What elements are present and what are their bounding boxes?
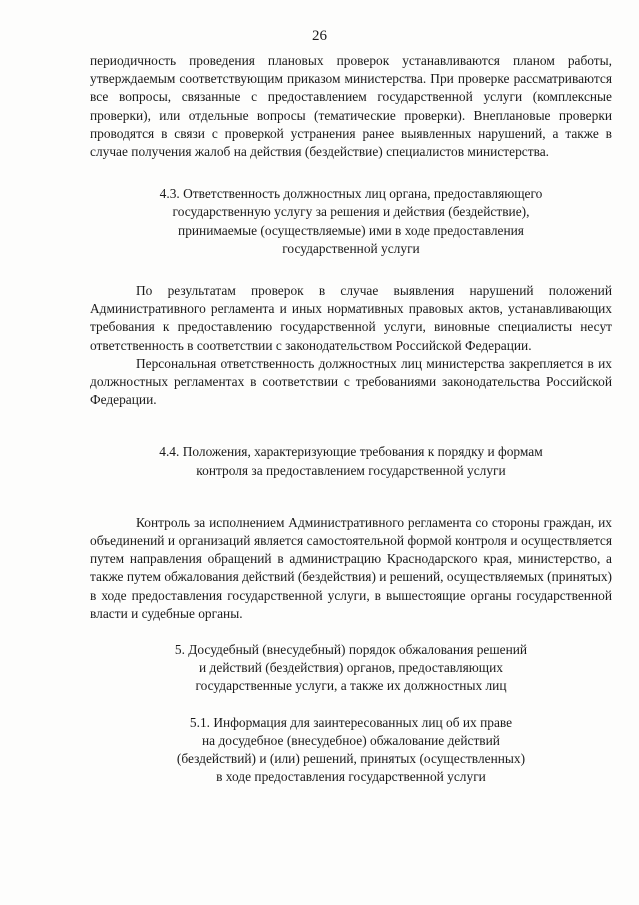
heading-line: принимаемые (осуществляемые) ими в ходе предоставления	[178, 222, 524, 238]
paragraph-inspection-frequency: периодичность проведения плановых проверок устанавливаются планом работы, утверждаемым соответствующим приказом министерства. При проверке рассматриваются все вопросы, связанные с предоставлением государственной услуги (комплексные проверки), или отдельные вопросы (тематические проверки). Внеплановые проверки проводятся в связи с проверкой устранения ранее выявленных нарушений, а также в случае получения жалоб на действия (бездействие) специалистов министерства.	[90, 53, 612, 160]
heading-line: 5. Досудебный (внесудебный) порядок обжалования решений	[174, 642, 528, 658]
heading-line: в ходе предоставления государственной услуги	[216, 769, 486, 785]
heading-section-4-3	[131, 185, 571, 258]
heading-line: 5.1. Информация для заинтересованных лиц об их праве	[189, 714, 513, 730]
heading-section-5	[136, 641, 566, 696]
heading-section-4-4	[121, 443, 581, 479]
page-content	[90, 52, 612, 787]
heading-line: государственной услуги	[282, 240, 420, 256]
paragraph-citizen-control: Контроль за исполнением Административного регламента со стороны граждан, их объединений и организаций является самостоятельной формой контроля и осуществляется путем направления обращений в администрацию Краснодарского края, министерство, а также путем обжалования действий (бездействия) и решений, осуществляемых (принятых) в ходе предоставления государственной услуги, в вышестоящие органы государственной власти и судебные органы.	[90, 514, 612, 621]
page-number: 26	[312, 28, 327, 44]
heading-line: 4.3. Ответственность должностных лиц органа, предоставляющего	[159, 186, 543, 202]
heading-line: на досудебное (внесудебное) обжалование действий	[202, 732, 500, 748]
heading-line: государственные услуги, а также их должностных лиц	[195, 678, 507, 694]
heading-line: (бездействий) и (или) решений, принятых (осуществленных)	[176, 751, 526, 767]
heading-section-5-1	[136, 714, 566, 787]
heading-line: государственную услугу за решения и действия (бездействие),	[172, 204, 530, 220]
heading-line: и действий (бездействия) органов, предоставляющих	[199, 660, 503, 676]
heading-line: 4.4. Положения, характеризующие требования к порядку и формам	[159, 444, 543, 460]
heading-line: контроля за предоставлением государственной услуги	[196, 462, 506, 478]
paragraph-responsibility: По результатам проверок в случае выявления нарушений положений Административного регламента и иных нормативных правовых актов, устанавливающих требования к предоставлению государственной услуги, виновные специалисты несут ответственность в соответствии с законодательством Российской Федерации.	[90, 283, 612, 353]
paragraph-personal-responsibility: Персональная ответственность должностных лиц министерства закрепляется в их должностных регламентах в соответствии с требованиями законодательства Российской Федерации.	[90, 355, 612, 408]
